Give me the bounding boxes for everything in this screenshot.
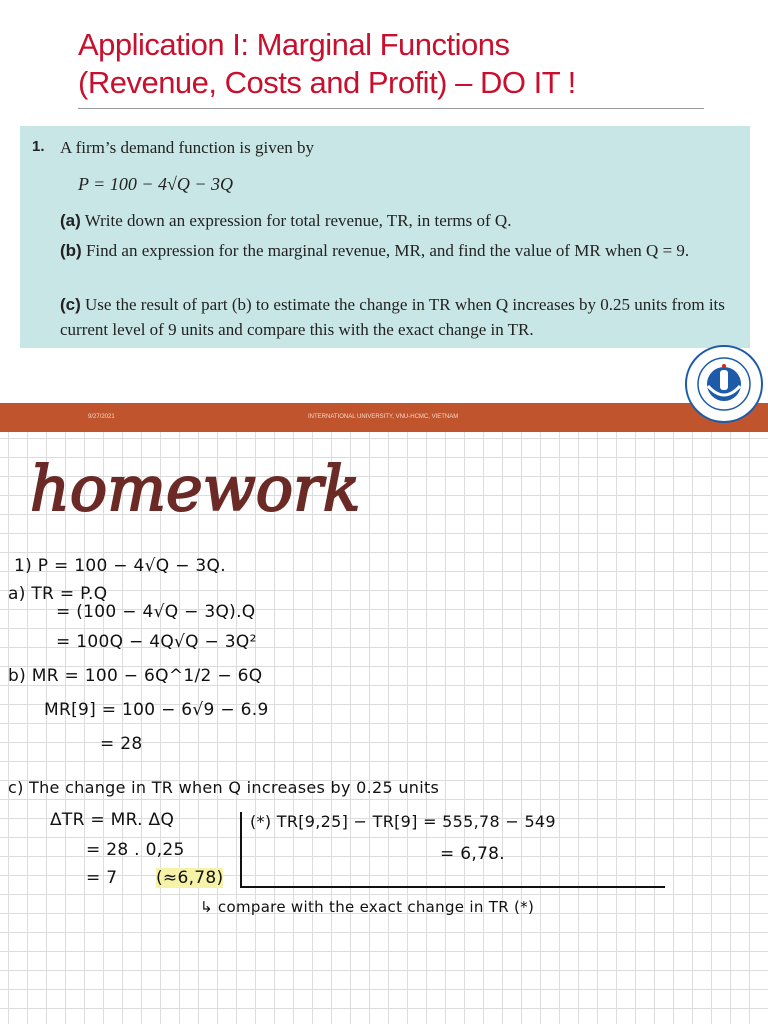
problem-box	[20, 126, 750, 348]
note-line-2: a) TR = P.Q	[8, 584, 108, 604]
part-c-text: Use the result of part (b) to estimate the change in TR when Q increases by 0.25 units from its current level of 9 units and compare this with the exact change in TR.	[60, 295, 725, 339]
note-line-4: = 100Q − 4Q√Q − 3Q²	[56, 632, 257, 652]
part-a-text: Write down an expression for total revenue, TR, in terms of Q.	[84, 211, 512, 230]
slide	[0, 0, 768, 432]
slide-footer	[0, 403, 768, 432]
part-c-label: (c)	[60, 295, 81, 314]
part-b	[60, 238, 744, 263]
footer-date: 9/27/2021	[88, 414, 115, 420]
part-a-label: (a)	[60, 211, 81, 230]
homework-heading	[20, 438, 450, 538]
note-line-7: = 28	[100, 734, 143, 754]
university-seal-icon	[684, 344, 764, 424]
part-b-text: Find an expression for the marginal revenue, MR, and find the value of MR when Q = 9.	[85, 241, 690, 260]
part-a	[60, 208, 744, 233]
title-line-1: Application I: Marginal Functions	[78, 27, 510, 62]
problem-number: 1.	[32, 138, 45, 155]
note-line-12-highlight: (≈6,78)	[156, 868, 224, 888]
footer-institution: INTERNATIONAL UNIVERSITY, VNU-HCMC, VIETNAM	[308, 414, 459, 420]
note-line-3: = (100 − 4√Q − 3Q).Q	[56, 602, 256, 622]
note-line-6: MR[9] = 100 − 6√9 − 6.9	[44, 700, 269, 720]
note-line-8: c) The change in TR when Q increases by 0.25 units	[8, 778, 440, 797]
note-line-15: ↳ compare with the exact change in TR (*)	[200, 898, 535, 916]
note-line-5: b) MR = 100 − 6Q^1/2 − 6Q	[8, 666, 263, 686]
box-left-border	[240, 812, 242, 888]
title-line-2: (Revenue, Costs and Profit) – DO IT !	[78, 65, 576, 100]
homework-heading-text: homework	[30, 452, 361, 525]
demand-equation: P = 100 − 4√Q − 3Q	[78, 174, 233, 194]
title-divider	[78, 108, 704, 109]
note-line-10: = 28 . 0,25	[86, 840, 185, 860]
note-line-14: = 6,78.	[440, 844, 506, 864]
problem-intro: A firm’s demand function is given by	[60, 138, 315, 157]
note-line-13: (*) TR[9,25] − TR[9] = 555,78 − 549	[250, 812, 556, 831]
part-c	[60, 292, 744, 342]
part-b-label: (b)	[60, 241, 82, 260]
note-line-11: = 7	[86, 868, 118, 888]
box-bottom-border	[240, 886, 665, 888]
note-line-9: ΔTR = MR. ΔQ	[50, 810, 175, 830]
note-line-1: 1) P = 100 − 4√Q − 3Q.	[14, 556, 226, 576]
slide-title	[78, 26, 576, 102]
